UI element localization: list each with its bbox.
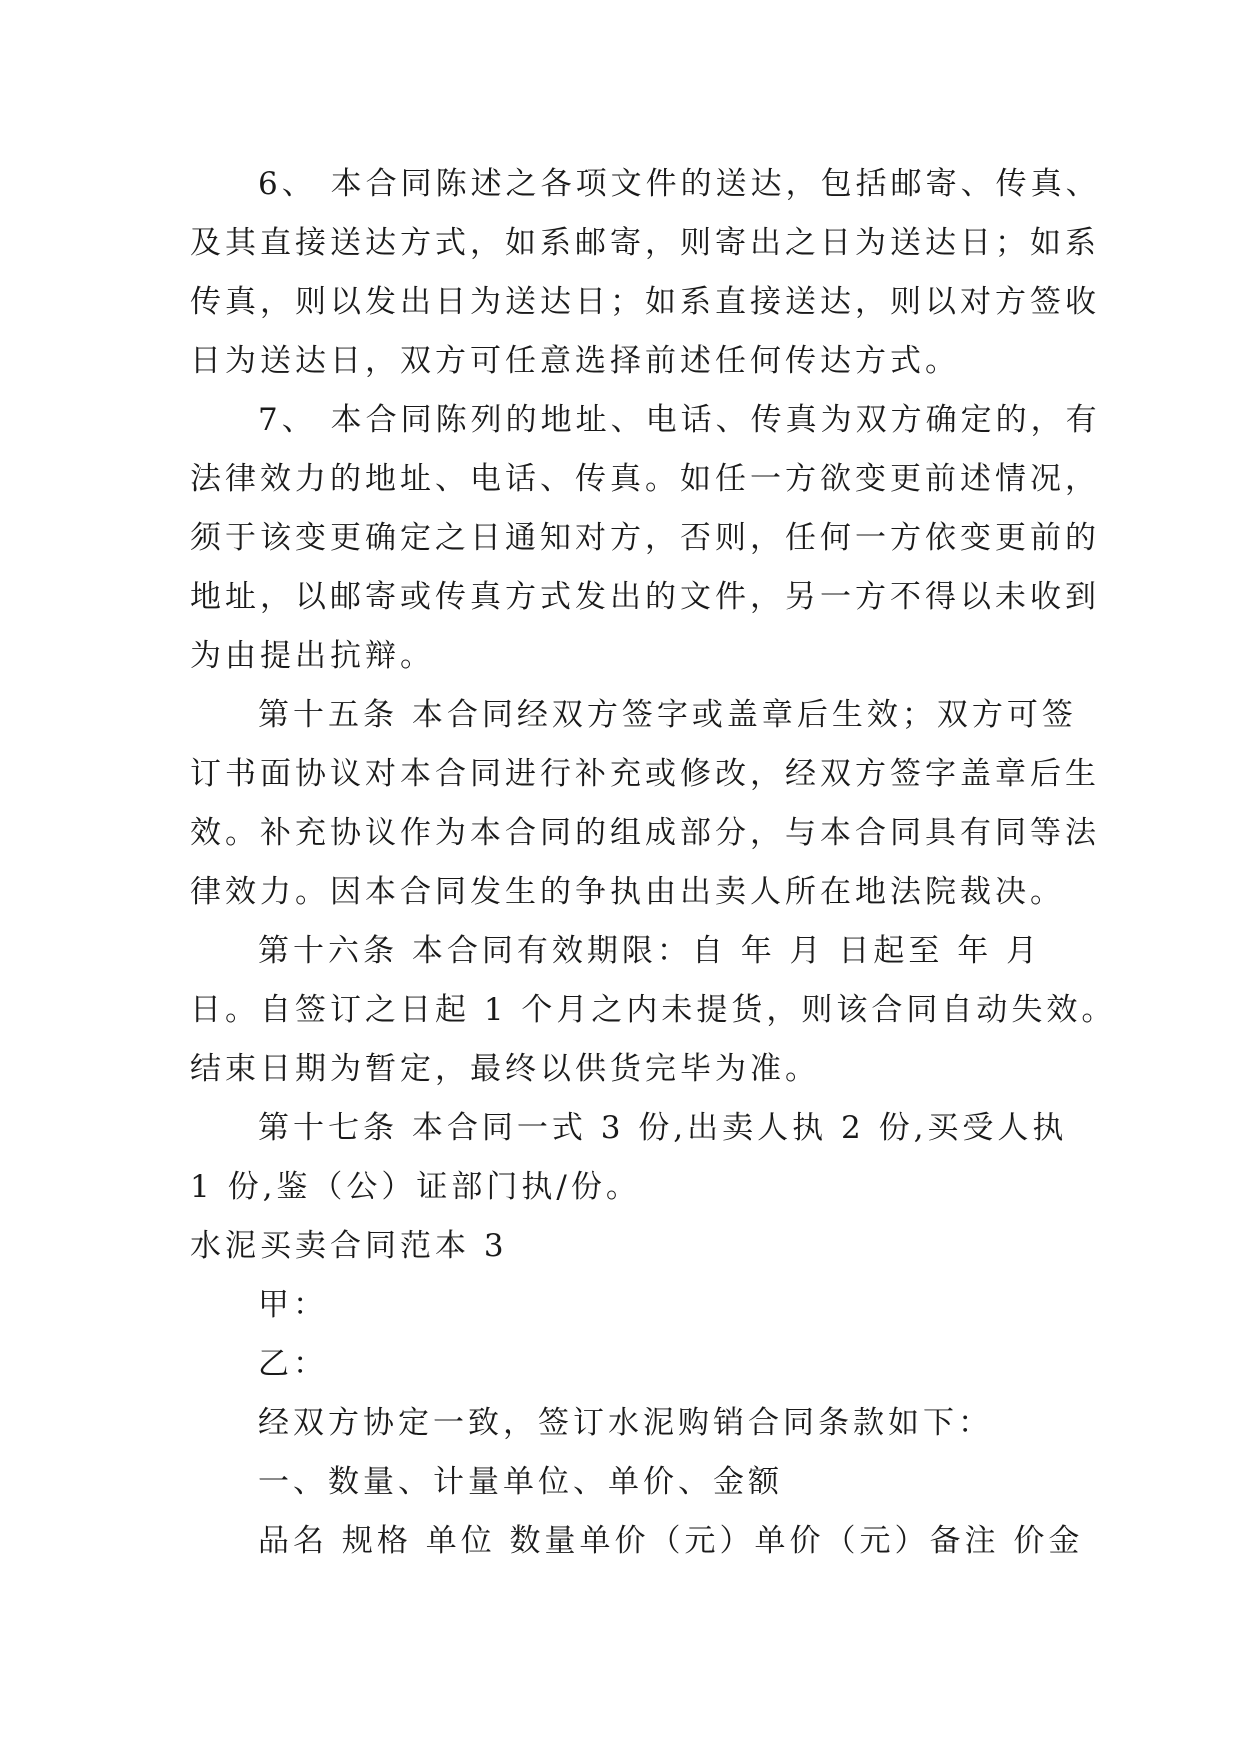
text-line: 经双方协定一致，签订水泥购销合同条款如下： (258, 1405, 993, 1441)
text-line: 水泥买卖合同范本 3 (190, 1228, 508, 1264)
text-line: 须于该变更确定之日通知对方，否则，任何一方依变更前的 (190, 520, 1100, 556)
document-body (190, 155, 1117, 1571)
text-line: 传真，则以发出日为送达日；如系直接送达，则以对方签收 (190, 284, 1100, 320)
text-line: 日为送达日，双方可任意选择前述任何传达方式。 (190, 343, 960, 379)
text-line: 法律效力的地址、电话、传真。如任一方欲变更前述情况， (190, 461, 1100, 497)
text-line: 及其直接送达方式，如系邮寄，则寄出之日为送达日；如系 (190, 225, 1100, 261)
text-line: 1 份,鉴（公）证部门执/份。 (190, 1169, 641, 1205)
text-line: 地址，以邮寄或传真方式发出的文件，另一方不得以未收到 (190, 579, 1100, 615)
text-line: 订书面协议对本合同进行补充或修改，经双方签字盖章后生 (190, 756, 1100, 792)
text-line: 6、 本合同陈述之各项文件的送达，包括邮寄、传真、 (258, 166, 1101, 202)
text-line: 日。自签订之日起 1 个月之内未提货，则该合同自动失效。 (190, 992, 1117, 1028)
text-line: 一、数量、计量单位、单价、金额 (258, 1464, 783, 1500)
text-line: 品名 规格 单位 数量单价（元）单价（元）备注 价金 (258, 1523, 1084, 1559)
text-line: 律效力。因本合同发生的争执由出卖人所在地法院裁决。 (190, 874, 1065, 910)
text-line: 乙： (258, 1346, 328, 1382)
text-line: 效。补充协议作为本合同的组成部分，与本合同具有同等法 (190, 815, 1100, 851)
text-line: 甲： (258, 1287, 328, 1323)
text-line: 7、 本合同陈列的地址、电话、传真为双方确定的，有 (258, 402, 1101, 438)
text-line: 结束日期为暂定，最终以供货完毕为准。 (190, 1051, 820, 1087)
text-line: 为由提出抗辩。 (190, 638, 435, 674)
text-line: 第十六条 本合同有效期限：自 年 月 日起至 年 月 (258, 933, 1042, 969)
text-line: 第十七条 本合同一式 3 份,出卖人执 2 份,买受人执 (258, 1110, 1068, 1146)
text-line: 第十五条 本合同经双方签字或盖章后生效；双方可签 (258, 697, 1077, 733)
